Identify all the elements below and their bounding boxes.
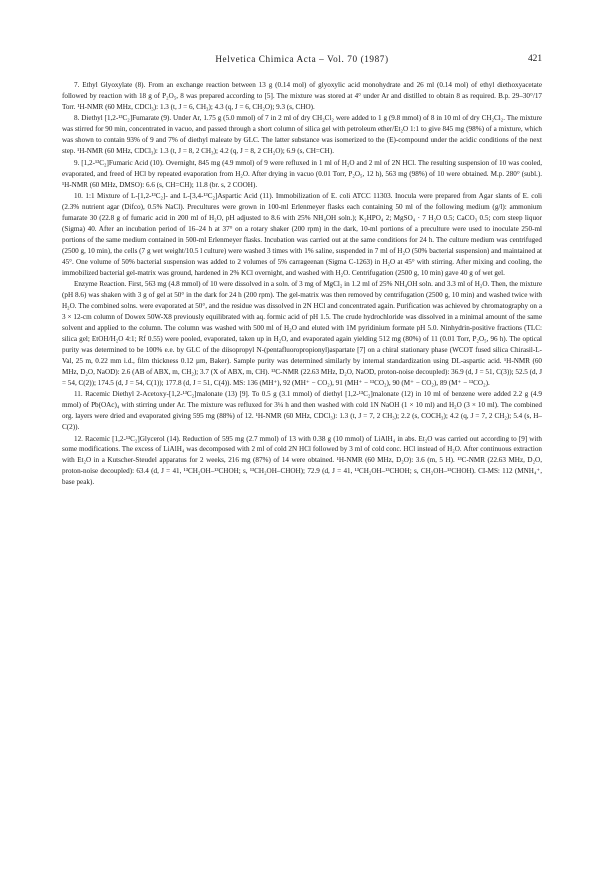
journal-title: Helvetica Chimica Acta – Vol. 70 (1987) [215, 54, 389, 64]
body-text [62, 80, 542, 488]
paragraph-aspartic-acid-immobilization: 10. 1:1 Mixture of L-[1,2-¹³C₂]- and L-[3,4-¹³C₂]Aspartic Acid (11). Immobilization of E. coli ATCC 11303. Inocula were prepared from Agar slants of E. coli (2.3% nutrient agar (Difco), 0.5% NaCl). Precultures were grown in 100-ml Erlenmeyer flasks each containing 50 ml of the following medium (g/l): ammonium fumarate 30 (22.8 g of fumaric acid in 200 ml of H₂O, pH adjusted to 8.6 with 25% NH₄OH soln.); K₂HPO₄ 2; MgSO₄ · 7 H₂O 0.5; CaCO₃ 0.5; corn steep liquor (Sigma) 40. After an incubation period of 16–24 h at 37° on a rotary shaker (200 rpm) in the dark, 10-ml portions of a preculture were used to inoculate 250-ml portions of the same medium contained in 500-ml Erlenmeyer flasks. Incubation was carried out at the same conditions for 24 h. The culture medium was centrifuged (2500 g, 10 min), the cells (7 g wet weight/10.5 l culture) were washed 3 times with 1% saline, suspended in 7 ml of H₂O (50% bacterial suspension) and maintained at 45°. One volume of 50% bacterial suspension was added to 2 volumes of 5% carrageenan (Sigma C-1263) in H₂O at 45° with stirring. After mixing and cooling, the immobilized bacterial gel-matrix was ground, hardened in 2% KCl overnight, and washed with H₂O. Centrifugation (2500 g, 10 min) gave 40 g of wet gel. [62, 192, 542, 277]
paragraph-fumaric-acid: 9. [1,2-¹³C₂]Fumaric Acid (10). Overnight, 845 mg (4.9 mmol) of 9 were refluxed in 1 ml of H₂O and 2 ml of 2N HCl. The resulting suspension of 10 was cooled, evaporated, and freed of HCl by repeated evaporation from H₂O. After drying in vacuo (0.01 Torr, P₂O₅, 12 h), 563 mg (98%) of 10 were obtained. M.p. 280° (subl.). ¹H-NMR (60 MHz, DMSO): 6.6 (s, CH=CH); 11.8 (br. s, 2 COOH). [62, 158, 542, 189]
paragraph-glycerol: 12. Racemic [1,2-¹³C₂]Glycerol (14). Reduction of 595 mg (2.7 mmol) of 13 with 0.38 g (10 mmol) of LiAlH₄ in abs. Et₂O was carried out according to [9] with some modifications. The excess of LiAlH₄ was decomposed with 2 ml of cold 2N HCl followed by 3 ml of cold conc. HCl instead of H₂O. After continuous extraction with Et₂O in a Kutscher-Steudel apparatus for 2 weeks, 216 mg (87%) of 14 were obtained. ¹H-NMR (60 MHz, D₂O): 3.6 (m, 5 H). ¹³C-NMR (22.63 MHz, D₂O, proton-noise decoupled): 63.4 (d, J = 41, ¹³CH₂OH–¹³CHOH; s, ¹³CH₂OH–CHOH); 72.9 (d, J = 41, ¹³CH₂OH–¹³CHOH; s, CH₂OH–¹³CHOH). CI-MS: 112 (MNH₄⁺, base peak). [62, 434, 542, 487]
paragraph-ethyl-glyoxylate: 7. Ethyl Glyoxylate (8). From an exchange reaction between 13 g (0.14 mol) of glyoxylic acid monohydrate and 26 ml (0.14 mol) of ethyl diethoxyacetate followed by reaction with 18 g of P₂O₅, 8 was prepared according to [5]. The mixture was stored at 4° under Ar and distilled to obtain 8 as required. B.p. 29–30°/17 Torr. ¹H-NMR (60 MHz, CDCl₃): 1.3 (t, J = 6, CH₃); 4.3 (q, J = 6, CH₂O); 9.3 (s, CHO). [62, 81, 542, 111]
paragraph-diethyl-fumarate: 8. Diethyl [1,2-¹³C₂]Fumarate (9). Under Ar, 1.75 g (5.0 mmol) of 7 in 2 ml of dry CH₂Cl₂ were added to 1 g (9.8 mmol) of 8 in 10 ml of dry CH₂Cl₂. The mixture was stirred for 90 min, concentrated in vacuo, and passed through a short column of silica gel with petroleum ether/Et₂O 1:1 to give 845 mg (98%) of a mixture, which was shown to contain 93% of 9 and 7% of diethyl maleate by GLC. The latter substance was isomerized to the (E)-compound under the acidic conditions of the next step. ¹H-NMR (60 MHz, CDCl₃): 1.3 (t, J = 8, 2 CH₃); 4.2 (q, J = 8, 2 CH₂O); 6.9 (s, CH=CH). [62, 114, 542, 156]
paragraph-acetoxymalonate: 11. Racemic Diethyl 2-Acetoxy-[1,2-¹³C₂]malonate (13) [9]. To 0.5 g (3.1 mmol) of diethyl [1,2-¹³C₂]malonate (12) in 10 ml of benzene were added 2.2 g (4.9 mmol) of Pb(OAc)₄ with stirring under Ar. The mixture was refluxed for 3¼ h and then washed with cold 1N NaOH (1 × 10 ml) and H₂O (3 × 10 ml). The combined org. layers were dried and evaporated giving 595 mg (88%) of 12. ¹H-NMR (60 MHz, CDCl₃): 1.3 (t, J = 7, 2 CH₃); 2.2 (s, COCH₃); 4.2 (q, J = 7, 2 CH₂); 5.4 (s, H–C(2)). [62, 390, 542, 432]
running-header [62, 54, 542, 68]
paragraph-enzyme-reaction: Enzyme Reaction. First, 563 mg (4.8 mmol) of 10 were dissolved in a soln. of 3 mg of MgCl₂ in 1.2 ml of 25% NH₄OH soln. and 3.3 ml of H₂O. Then, the mixture (pH 8.6) was shaken with 3 g of gel at 50° in the dark for 24 h (200 rpm). The gel-matrix was then removed by centrifugation (2500 g, 10 min) and washed twice with H₂O. The combined solns. were evaporated at 50°, and the residue was dissolved in 2N HCl and concentrated again. Purification was achieved by chromatography on a 3 × 12-cm column of Dowex 50W-X8 previously equilibrated with aq. formic acid of pH 1.5. The crude hydrochloride was dissolved in a minimal amount of the same solvent and applied to the column. The column was washed with 500 ml of H₂O and eluted with 1M pyridinium formate pH 5.0. Ninhydrin-positive fractions (TLC: silica gel; EtOH/H₂O 4:1; Rf 0.55) were pooled, evaporated, taken up in H₂O, and evaporated again yielding 512 mg (80%) of 11 (0.01 Torr, P₂O₅, 96 h). The optical purity was determined to be 100% e.e. by GLC of the diisopropyl N-(pentafluoropropionyl)aspartate [7] on a chiral stationary phase (WCOT fused silica Chirasil-L-Val, 25 m, 0.22 mm i.d., film thickness 0.12 µm, Baker). Sample purity was determined similarly by internal standardization using DL-aspartic acid. ¹H-NMR (60 MHz, D₂O, NaOD): 2.6 (AB of ABX, m, CH₂); 3.7 (X of ABX, m, CH). ¹³C-NMR (22.63 MHz, D₂O, NaOD, proton-noise decoupled): 36.9 (d, J = 51, C(3)); 52.5 (d, J = 54, C(2)); 174.5 (d, J = 54, C(1)); 177.8 (d, J = 51, C(4)). MS: 136 (MH⁺), 92 (MH⁺ − CO₂), 91 (MH⁺ − ¹³CO₂), 90 (M⁺ − CO₂), 89 (M⁺ − ¹³CO₂). [62, 280, 542, 387]
page-number: 421 [527, 54, 542, 64]
